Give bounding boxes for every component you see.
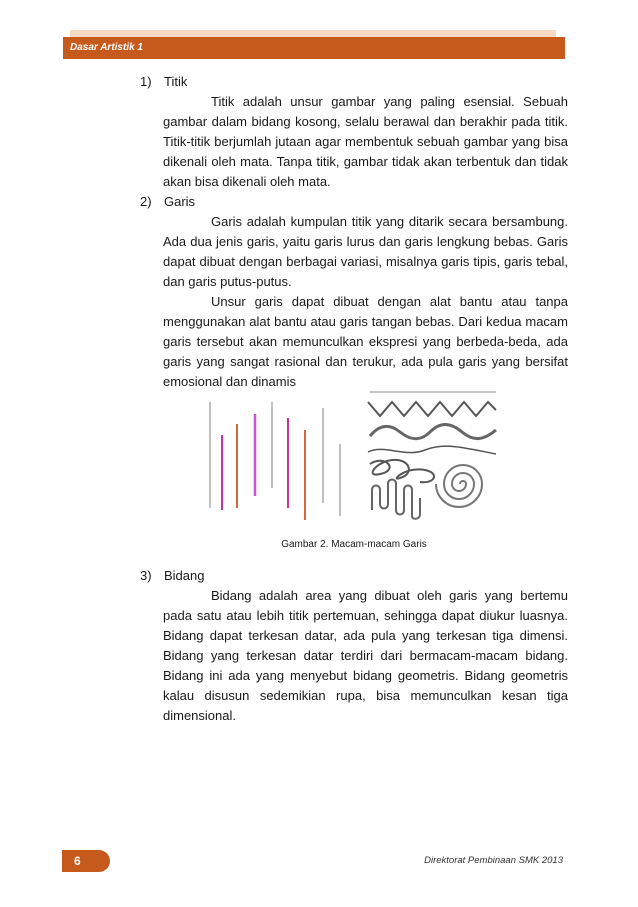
item-title: Titik [164, 74, 188, 89]
paragraph: Garis adalah kumpulan titik yang ditarik secara bersambung. Ada dua jenis garis, yaitu garis lurus dan garis lengkung bebas. Garis dapat dibuat dengan berbagai variasi, misalnya garis tipis, garis tebal, dan garis putus-putus. [163, 214, 568, 289]
line-types-illustration [200, 378, 500, 528]
page-number-badge [62, 850, 110, 872]
item-bidang [140, 566, 568, 726]
header-title: Dasar Artistik 1 [70, 42, 143, 53]
footer-publisher: Direktorat Pembinaan SMK 2013 [424, 855, 563, 866]
item-garis [140, 192, 568, 392]
section-top [140, 72, 568, 392]
zigzag-line [368, 402, 496, 416]
paragraph: Unsur garis dapat dibuat dengan alat bantu atau tanpa menggunakan alat bantu atau garis tangan bebas. Dari kedua macam garis tersebut akan memunculkan ekspresi yang berbeda-beda, ada garis yang sangat rasional dan terukur, ada pula garis yang bersifat emosional dan dinamis [163, 294, 568, 389]
item-title: Garis [164, 194, 196, 209]
item-title: Bidang [164, 568, 205, 583]
paragraph: Bidang adalah area yang dibuat oleh garis yang bertemu pada satu atau lebih titik pertemuan, sehingga dapat diukur luasnya. Bidang dapat terkesan datar, ada pula yang terkesan tiga dimensi. Bidang yang terkesan datar terdiri dari bermacam-macam bidang. Bidang ini ada yang menyebut bidang geometris. Bidang geometris kalau disusun sedemikian rupa, bisa memunculkan kesan tiga dimensional. [163, 588, 568, 723]
item-number: 1) [140, 74, 152, 89]
page-number: 6 [74, 854, 81, 868]
spiral-line [436, 465, 482, 507]
figure-caption: Gambar 2. Macam-macam Garis [281, 539, 427, 550]
curved-line [368, 446, 496, 454]
item-titik [140, 72, 568, 192]
item-number: 3) [140, 568, 152, 583]
meander-line [372, 480, 420, 519]
item-number: 2) [140, 194, 152, 209]
section-bottom [140, 566, 568, 726]
wavy-line [370, 425, 496, 439]
paragraph: Titik adalah unsur gambar yang paling esensial. Sebuah gambar dalam bidang kosong, selalu berawal dan berakhir pada titik. Titik-titik berjumlah jutaan agar membentuk sebuah gambar yang bisa dikenali oleh mata. Tanpa titik, gambar tidak akan terbentuk dan tidak akan bisa dikenali oleh mata. [163, 94, 568, 189]
scribble-line [370, 460, 434, 482]
